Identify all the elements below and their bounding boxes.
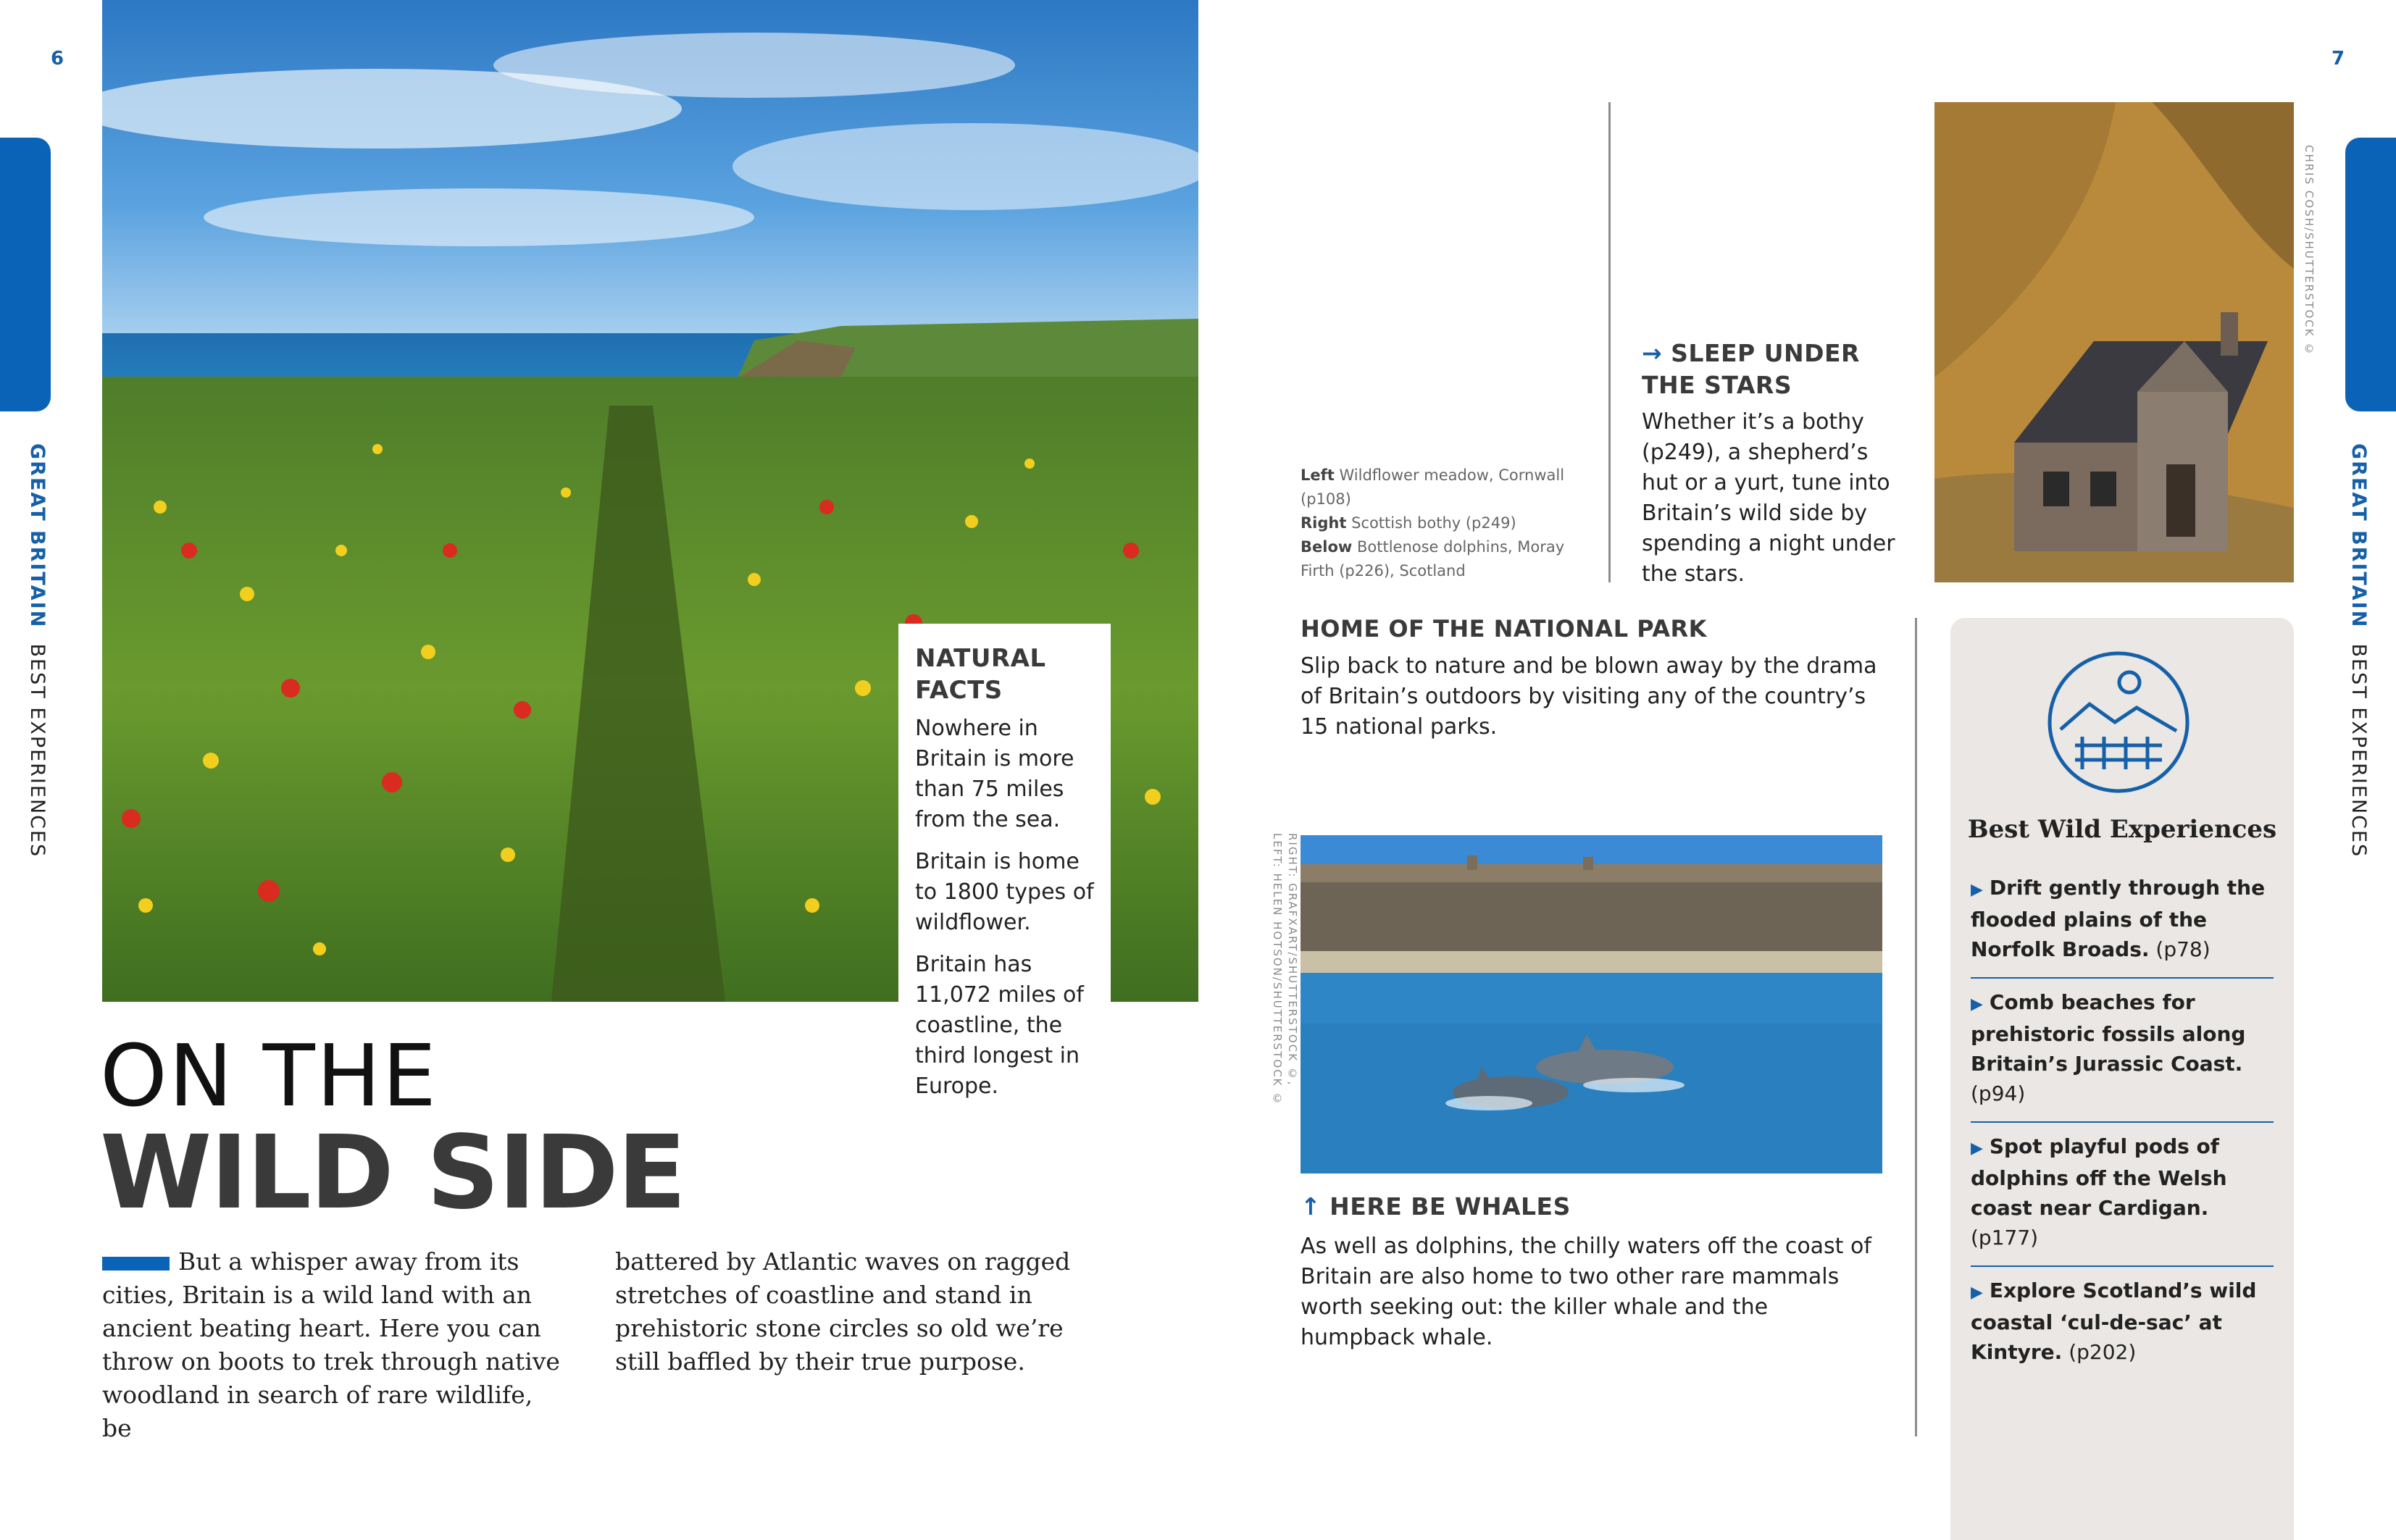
natural-fact-3: Britain has 11,072 miles of coastline, the third longest in Europe. bbox=[915, 952, 1084, 1099]
arrow-up-icon: ↑ bbox=[1301, 1192, 1322, 1221]
triangle-bullet-icon: ▶ bbox=[1971, 881, 1983, 899]
national-park-heading: HOME OF THE NATIONAL PARK bbox=[1301, 615, 1707, 643]
best-wild-experiences-panel bbox=[1950, 618, 2294, 1540]
landscape-fence-icon bbox=[2046, 650, 2191, 795]
list-item: ▶ Drift gently through the flooded plains of the Norfolk Broads. (p78) bbox=[1971, 864, 2274, 979]
sleep-body: Whether it’s a bothy (p249), a shepherd’s hut or a yurt, tune into Britain’s wild side by spending a night under the stars. bbox=[1642, 409, 1895, 587]
list-item: ▶ Comb beaches for prehistoric fossils along Britain’s Jurassic Coast. (p94) bbox=[1971, 979, 2274, 1123]
caption-below: Below Bottlenose dolphins, Moray Firth (p226), Scotland bbox=[1301, 538, 1565, 579]
caption-right: Right Scottish bothy (p249) bbox=[1301, 514, 1516, 532]
running-head-left bbox=[26, 443, 49, 858]
vertical-rule-top bbox=[1608, 102, 1611, 582]
sleep-heading: → SLEEP UNDER THE STARS bbox=[1642, 339, 1860, 399]
photo-captions bbox=[1301, 464, 1583, 583]
natural-fact-2: Britain is home to 1800 types of wildflower. bbox=[915, 849, 1094, 935]
intro-text-col2: battered by Atlantic waves on ragged stretches of coastline and stand in prehistoric stone circles so old we’re still baffled by their true purpose. bbox=[615, 1247, 1071, 1376]
triangle-bullet-icon: ▶ bbox=[1971, 1139, 1983, 1158]
running-head-right bbox=[2347, 443, 2370, 858]
page-number-left: 6 bbox=[51, 48, 64, 70]
running-head-text: BEST EXPERIENCES bbox=[26, 643, 49, 858]
feature-title-line2: WILD SIDE bbox=[100, 1114, 685, 1232]
caption-left: Left Wildflower meadow, Cornwall (p108) bbox=[1301, 466, 1565, 508]
page-number-right: 7 bbox=[2332, 48, 2345, 70]
triangle-bullet-icon: ▶ bbox=[1971, 1284, 1983, 1302]
intro-text-col1: But a whisper away from its cities, Britain is a wild land with an ancient beating heart. Here you can throw on boots to trek through native woodland in search of rare wildlife, be bbox=[102, 1247, 560, 1442]
running-head-bold: GREAT BRITAIN bbox=[26, 443, 49, 629]
dolphins-photo bbox=[1301, 835, 1882, 1173]
bothy-photo-credit: CHRIS COSH/SHUTTERSTOCK © bbox=[2303, 145, 2316, 357]
section-tab-left bbox=[0, 138, 51, 411]
whales-heading: ↑ HERE BE WHALES bbox=[1301, 1192, 1571, 1221]
natural-fact-1: Nowhere in Britain is more than 75 miles from the sea. bbox=[915, 716, 1074, 832]
triangle-bullet-icon: ▶ bbox=[1971, 995, 1983, 1013]
arrow-right-icon: → bbox=[1642, 339, 1663, 367]
list-item: ▶ Explore Scotland’s wild coastal ‘cul-de-sac’ at Kintyre. (p202) bbox=[1971, 1279, 2257, 1364]
whales-body: As well as dolphins, the chilly waters off the coast of Britain are also home to two other rare mammals worth seeking out: the killer whale and the humpback whale. bbox=[1301, 1234, 1871, 1350]
best-wild-experiences-title: Best Wild Experiences bbox=[1967, 815, 2277, 844]
scottish-bothy-photo bbox=[1934, 102, 2294, 582]
natural-facts-box bbox=[898, 624, 1111, 1099]
section-tab-right bbox=[2345, 138, 2396, 411]
photo-credits: RIGHT: GRAFXART/SHUTTERSTOCK ©, LEFT: HELEN HOTSON/SHUTTERSTOCK © bbox=[1271, 833, 1299, 1107]
running-head-bold-right: GREAT BRITAIN bbox=[2347, 443, 2370, 629]
natural-facts-heading: NATURAL FACTS bbox=[915, 644, 1046, 705]
best-wild-experiences-list bbox=[1971, 864, 2274, 1380]
national-park-body: Slip back to nature and be blown away by the drama of Britain’s outdoors by visiting any of the country’s 15 national parks. bbox=[1301, 653, 1877, 740]
list-item: ▶ Spot playful pods of dolphins off the Welsh coast near Cardigan. (p177) bbox=[1971, 1123, 2274, 1267]
vertical-rule-bottom bbox=[1915, 618, 1917, 1436]
running-head-text-right: BEST EXPERIENCES bbox=[2347, 643, 2370, 858]
sleep-section bbox=[1642, 338, 1895, 590]
feature-title-line1: ON THE bbox=[100, 1026, 438, 1126]
